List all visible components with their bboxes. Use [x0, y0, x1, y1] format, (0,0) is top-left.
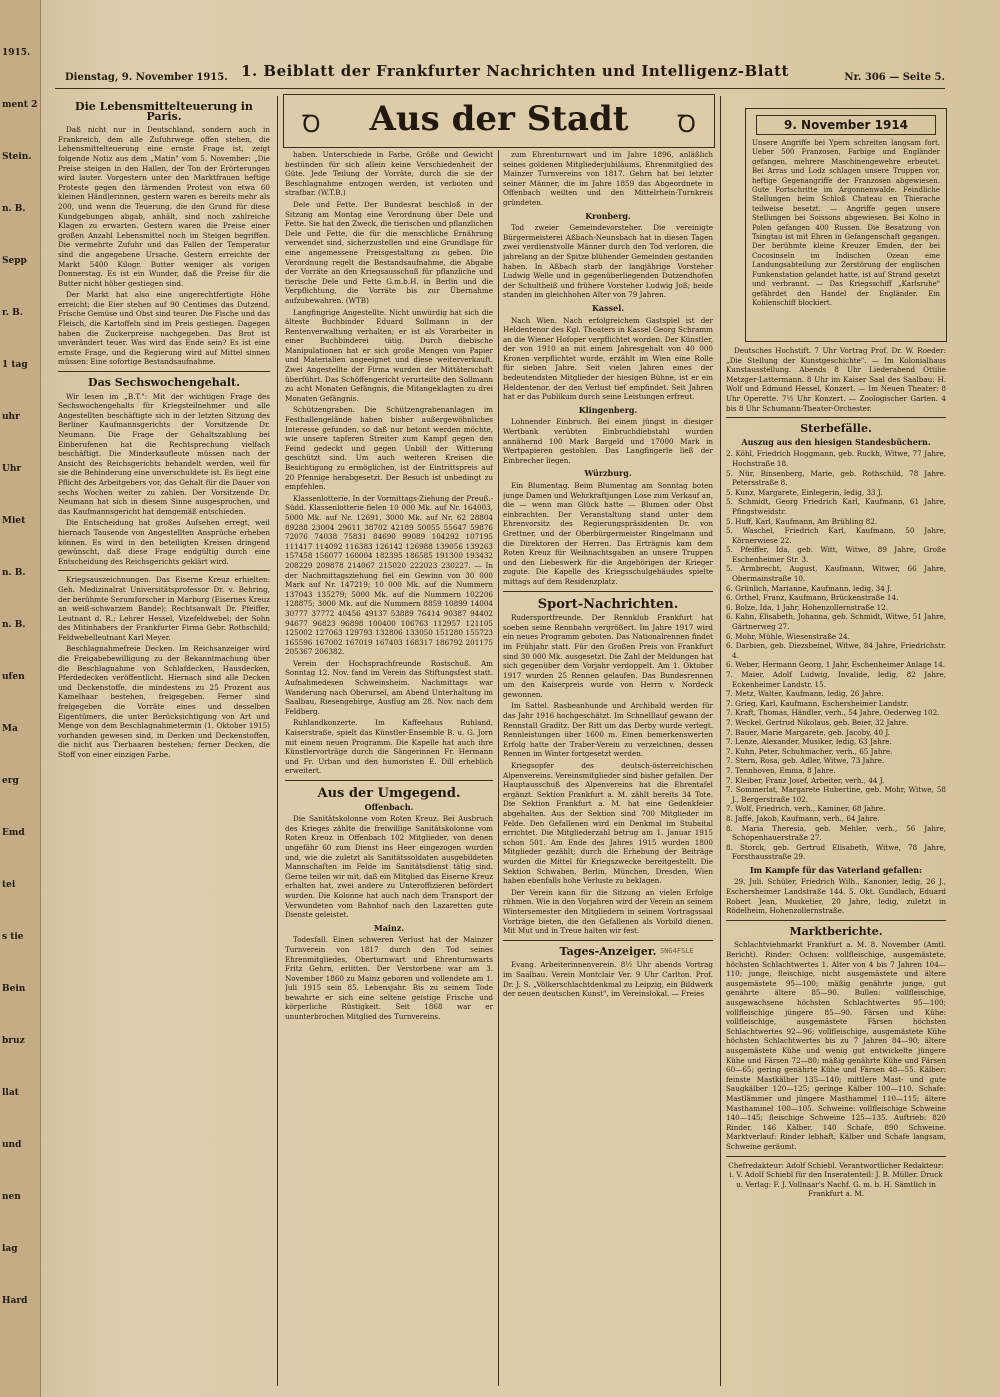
edge-text-fragment: Sepp — [2, 256, 27, 266]
edge-text-fragment: tei — [2, 880, 16, 890]
article-heading: Das Sechswochengehalt. — [88, 376, 240, 390]
column-rule — [498, 150, 499, 1386]
death-notice: 6. Bolze, Ida, 1 Jahr, Hohenzollernstraße 12. — [726, 602, 889, 612]
section-heading: Aus der Umgegend. — [317, 786, 461, 801]
place-heading: Mainz. — [373, 922, 405, 933]
edge-text-fragment: 1 tag — [2, 360, 28, 370]
edge-text-fragment: 1915. — [2, 48, 31, 58]
article-paragraph: Wir lesen im „B.T.": Mit der wichtigen Frage des Sechswochengehalts für Kriegsteilnehmer und alle Angestellten beschäftigte sich in der letzten Sitzung des Berliner Kaufmannsgerichts der Vorsitzende Dr. Neumann. Die Frage der Gehaltszahlung bei Einberufenen hat die Rechtsprechung vielfach beschäftigt. Die Minderkaufleute müssen nach der Ansicht des Reichsgerichts behandelt werden, weil für sie die Behinderung eine unverschuldete ist. Es liegt eine Pflicht des Arbeitgebers vor, das Gehalt für die Dauer von sechs Wochen weiter zu zahlen. Der Vorsitzende Dr. Neumann hat sich in diesem Sinne ausgesprochen, und das Kaufmannsgericht hat demgemäß entschieden. — [58, 391, 270, 516]
market-report: Schlachtviehmarkt Frankfurt a. M. 8. November (Amtl. Bericht). Rinder: Ochsen: vollfleischige, ausgemästete, höchsten Schlachtwertes 1. Alter von 4 bis 7 Jahren 104—110; junge, fleischige, nicht ausgemästete und ältere ausgemästete 95—100; mäßig genährte junge, gut genährte ältere 85—90. Bullen: vollfleischige, ausgewachsene höchsten Schlachtwertes 95—100; vollfleischige jüngere 85—90. Färsen und Kühe: vollfleischige, ausgemästete Färsen höchsten Schlachtwertes 92—96; vollfleischige, ausgemästete Kühe höchsten Schlachtwertes bis zu 7 Jahren 84—90; ältere ausgemästete Kühe und wenig gut entwickelte jüngere Kühe und Färsen 72—80; mäßig genährte Kühe und Färsen 60—65; gering genährte Kühe und Färsen 48—55. Kälber: feinste Mastkälber 135—140; mittlere Mast- und gute Saugkälber 120—125; geringe Kälber 100—110. Schafe: Mastlämmer und jüngere Masthammel 110—115; ältere Masthammel 100—105. Schweine: vollfleischige Schweine 140—145; fleischige Schweine 125—135. Auftrieb: 820 Rinder, 146 Kälber, 140 Schafe, 890 Schweine. Marktverlauf: Rinder lebhaft, Kälber und Schafe langsam, Schweine geräumt. — [726, 940, 946, 1151]
header-page-number: Nr. 306 — Seite 5. — [844, 72, 945, 83]
edge-text-fragment: n. B. — [2, 568, 26, 578]
stamp-mark: SNG4FSLE — [660, 947, 694, 955]
section-heading: Sterbefälle. — [800, 422, 872, 436]
death-notice: 5. Nür, Binsenberg, Marie, geb. Rothschild, 78 Jahre. Petersstraße 8. — [726, 468, 946, 488]
divider — [503, 940, 713, 941]
article-paragraph: Todesfall. Einen schweren Verlust hat der Mainzer Turnverein von 1817 durch den Tod seines Ehrenmitgliedes, Oberturnwart und Ehrenturnwarts Fritz Gehrn, erlitten. Der Verstorbene war am 3. November 1860 zu Mainz geboren und vollendete am 1. Juli 1915 sein 85. Lebensjahr. Bis zu seinem Tode bewahrte er sich eine seltene geistige Frische und körperliche Rüstigkeit. Seit 1868 war er ununterbrochen Mitglied des Turnvereins. — [285, 935, 493, 1022]
edge-text-fragment: lag — [2, 1244, 18, 1254]
article-paragraph: zum Ehrenturnwart und im Jahre 1896, anläßlich seines goldenen Mitgliederjubiläums, Ehrenmitglied des Mainzer Turnvereins von 1817. Gehrn hat bei letzter seiner Männer, die im Jahre 1859 das Abgeordnete in Offenbach weilten und den Mittelrhein-Turnkreis gründeten. — [503, 150, 713, 207]
section-heading: Tages-Anzeiger. — [559, 944, 657, 958]
header-date: Dienstag, 9. November 1915. — [65, 72, 228, 83]
ornament-left: Ꝺ — [302, 110, 321, 138]
article-paragraph: Lohnender Einbruch. Bei einem jüngst in diesiger Wertbank verübten Einbruchdiebstahl wurden annähernd 100 Mark Bargeld und 17000 Mark in Wertpapieren gestohlen. Das Langfingerle ließ der Einbrecher liegen. — [503, 417, 713, 465]
edge-text-fragment: Hard — [2, 1296, 28, 1306]
death-notice: 5. Schmidt, Georg Friedrich Karl, Kaufmann, 61 Jahre, Pfingstweidstr. — [726, 497, 946, 516]
article-paragraph: Verein der Hochsprachfreunde Rostschuß. Am Sonntag 12. Nov. fand im Verein das Stiftungsfest statt. Aufnahmedesen Schweinsheim. Nachmittags war Wanderung nach Oberursel, am Abend Unterhaltung im Saalbau, Riesengebirge, Ausflug am 28. Nov. nach dem Feldberg. — [285, 658, 493, 716]
death-notice: 6. Grünlich, Marianne, Kaufmann, ledig, 34 J. — [726, 583, 892, 593]
place-heading: Offenbach. — [364, 801, 414, 812]
section-heading: Sport-Nachrichten. — [537, 596, 679, 612]
death-notices — [726, 449, 946, 862]
article-paragraph: Dele und Fette. Der Bundesrat beschloß in der Sitzung am Montag eine Verordnung über Dele und Fette. Sie hat den Zweck, die tierischen und pflanzlichen Dele und Fette, die für die menschliche Ernährung verwendet sind, sicherzustellen und eine Grundlage für eine angemessene Preisgestaltung zu geben. Die Verordnung regelt die Bestandsaufnahme, die Abgabe der Vorräte an den Kriegsausschuß für pflanzliche und tierische Dele und Fette G.m.b.H. in Berlin und die Verpflichtung, die Vorräte bis zur Übernahme aufzubewahren. (WTB) — [285, 199, 493, 305]
death-notice: 2. Köhl, Friedrich Hoggmann, geb. Ruckh, Witwe, 77 Jahre, Hochstraße 18. — [726, 449, 946, 468]
subheading: Im Kampfe für das Vaterland gefallen: — [749, 864, 923, 875]
column-2 — [285, 150, 493, 1386]
edge-text-fragment: Bein — [2, 984, 26, 994]
death-notice: 7. Wolf, Friedrich, verh., Kaminer, 68 Jahre. — [726, 804, 886, 814]
column-rule — [277, 96, 278, 1386]
edge-text-fragment: nen — [2, 1192, 21, 1202]
death-notice: 8. Maria Theresia, geb. Mehler, verh., 56 Jahre, Schopenhauerstraße 27. — [726, 823, 946, 843]
page-header — [55, 62, 945, 89]
edge-text-fragment: ufen — [2, 672, 25, 682]
edge-text-fragment: erg — [2, 776, 19, 786]
death-notice: 5. Kunz, Margarete, Einlegerin, ledig, 33 J. — [726, 487, 883, 497]
edge-text-fragment: Uhr — [2, 464, 22, 474]
death-notice: 7. Kuhn, Peter, Schuhmacher, verh., 65 Jahre. — [726, 746, 893, 756]
death-notice: 7. Metz, Walter, Kaufmann, ledig, 26 Jahre. — [726, 689, 884, 699]
article-paragraph: Ruhlandkonzerte. Im Kaffeehaus Ruhland, Kaiserstraße, spielt das Künstler-Ensemble B. u. G. Jorn mit einem neuen Programm. Die Kapelle hat auch ihre Künstlervorträge durch die Sängerinnen Fr. Hermann und Fr. Urban und den humoristen E. Dill erheblich erweitert. — [285, 718, 493, 776]
death-notice: 6. Mohr, Mühle, Wiesenstraße 24. — [726, 631, 850, 641]
edge-text-fragment: uhr — [2, 412, 20, 422]
divider — [503, 591, 713, 592]
death-notice: 5. Armbrecht, August, Kaufmann, Witwer, 66 Jahre, Obermainstraße 10. — [726, 564, 946, 584]
article-heading: Die Lebensmittelteuerung in Paris. — [75, 100, 253, 123]
section-title: Aus der Stadt — [369, 99, 629, 139]
death-notice: 7. Weckel, Gertrud Nikolaus, geb. Beier, 32 Jahre. — [726, 717, 909, 727]
death-notice: 5. Waschel, Friedrich Karl, Kaufmann, 50 Jahre, Körnerwiese 22. — [726, 526, 946, 545]
edge-text-fragment: bruz — [2, 1036, 25, 1046]
column-rule — [720, 96, 721, 1386]
edge-text-fragment: s tie — [2, 932, 24, 942]
death-notice: 7. Maier, Adolf Ludwig, Invalide, ledig, 82 Jahre, Eckenheimer Landstr. 15. — [726, 670, 946, 689]
article-paragraph: haben. Unterschiede in Farbe, Größe und Gewicht bestünden für sich allein keine Verschiedenheit der Güte. Jede Teilung der Vorräte, durch die sie der Beschlagnahme entzogen werden, ist verboten und strafbar. (W.T.B.) — [285, 150, 493, 198]
death-notice: 5. Pfeiffer, Ida, geb. Witt, Witwe, 89 Jahre, Große Eschenheimer Str. 3. — [726, 545, 946, 564]
death-notice: 7. Grieg, Karl, Kaufmann, Eschersheimer Landstr. — [726, 698, 909, 708]
edge-text-fragment: ment 2 — [2, 100, 38, 110]
imprint: Chefredakteur: Adolf Schiebl. Verantwortlicher Redakteur: i. V. Adolf Schiebl für den Inseratenteil: J. B. Müller. Druck u. Verlag: F. J. Vollnaar's Nachf. G. m. b. H. Sämtlich in Frankfurt a. M. — [728, 1160, 944, 1199]
divider — [726, 1156, 946, 1157]
article-paragraph: Daß nicht nur in Deutschland, sondern auch in Frankreich, dem alle Zufuhrwege offen stehen, die Lebensmittelteuerung eine ernste Frage ist, zeigt folgende Notiz aus dem „Matin" vom 5. November: „Die Preise steigen in den Hallen, der Ton der Erörterungen wird lauter. Vorgestern unter den Marktfrauen heftige Proteste gegen den lärmenden Protest von etwa 60 kleinen Händlerinnen, gestern waren es bereits mehr als 200, und wenn die Teuerung, die den Grund für diese Kundgebungen abgab, anhält, sind noch zahlreiche Klagen zu erwarten. Gestern waren die Preise einer großen Anzahl Lebensmittel noch im Steigen begriffen. Die vermehrte Zufuhr und das Fallen der Temperatur sind die angegebene Ursache. Gestern erreichte der Markt 5400 Kilogr. Butter weniger als vorigen Donnerstag. Es ist ein Wunder, daß die Preise für die Butter nicht höher gestiegen sind. — [58, 125, 270, 288]
left-page-edge — [0, 0, 41, 1397]
death-notice: 7. Stern, Rosa, geb. Adler, Witwe, 73 Jahre. — [726, 756, 885, 766]
article-paragraph: Der Markt hat also eine ungerechtfertigte Höhe erreicht; die Eier stehen auf 90 Centimes das Dutzend. Frische Gemüse und Obst sind teurer. Die Fische und das Fleisch, die Kartoffeln sind im Preis gestiegen. Dagegen haben die Zuckerpreise nachgegeben. Das Brot ist unverändert teuer. Was wird das Ende sein? Es ist eine ernste Frage, und die Regierung wird auf Mittel sinnen müssen: Eine sofortige Bestandsaufnahme. — [58, 290, 270, 367]
article-paragraph: Im Sattel. Rasbeanhunde und Archibald werden für das Jahr 1916 hochgeschätzt. Im Schnelllauf gewann der Rennstall Graditz. Der Ritt um das Derby wurde verlegt. Rennleistungen über 1600 m. Einen bemerkenswerten Erfolg hatte der Traber-Verein zu verzeichnen, dessen Rennen im Winter fortgesetzt werden. — [503, 701, 713, 759]
article-paragraph: Nach Wien. Nach erfolgreichem Gastspiel ist der Heldentenor des Kgl. Theaters in Kassel Georg Schramm an die Wiener Hofoper verpflichtet worden. Der Künstler, der von 1910 an mit einem Jahresgehalt von 40 000 Kronen verpflichtet wurde, erzählt im Wien eine Rolle für sieben Jahre. Seit vielen Jahren eines der bedeutendsten Mitglieder der hiesigen Bühne, ist er ein Heldentenor, der den Verlust tief empfindet. Seit Jahren hat er das Publikum durch seine Leistungen erfreut. — [503, 315, 713, 402]
column-4 — [726, 346, 946, 1386]
ornament-right: Ꝺ — [677, 110, 696, 138]
edge-text-fragment: Stein. — [2, 152, 32, 162]
edge-text-fragment: r. B. — [2, 308, 23, 318]
article-paragraph: Rudersportfreunde. Der Rennklub Frankfurt hat soeben seine Rennbahn vergrößert. Im Jahre 1917 wird ein neues Programm geboten. Das Nationalrennen findet im Frühjahr statt. Für den Großen Preis von Frankfurt sind 30 000 Mk. ausgesetzt. Die Zahl der Meldungen hat sich gegenüber dem Vorjahr verdoppelt. Am 1. Oktober 1917 wurden 25 Rennen gelaufen. Das Bundesrennen um den Kaiserpreis wurde von Herrn v. Nordeck gewonnen. — [503, 613, 713, 699]
article-paragraph: Der Verein kann für die Sitzung an vielen Erfolge rühmen. Wie in den Vorjahren wird der Verein an seinem Wintersemester den Mitgliedern in seinem Vortragssaal Vorträge bieten, die den Gefallenen als Vorbild dienen. Mit Mut und in Treue halten wir fest. — [503, 887, 713, 936]
divider — [726, 920, 946, 921]
article-paragraph: Die Entscheidung hat großes Aufsehen erregt, weil hiernach Tausende von Angestellten Ansprüche erheben können. Es wird in den beteiligten Kreisen dringend gewünscht, daß diese Frage endgültig durch eine Entscheidung des Reichsgerichts geklärt wird. — [58, 518, 270, 566]
event-listing: Deutsches Hochstift. 7 Uhr Vortrag Prof. Dr. W. Roeder: „Die Stellung der Kunstgeschichte". — Im Kolonialhaus Kunstausstellung. Abends 8 Uhr Liederabend Ottilie Metzger-Lattermann. 8 Uhr im Kaiser Saal des Saalbau: H. Wolf und Edmund Hessel, Konzert. — Im Neuen Theater: 8 Uhr Operette. 7½ Uhr Konzert. — Zoologischer Garten. 4 bis 8 Uhr Schumann-Theater-Orchester. — [726, 346, 946, 413]
death-notice: 7. Bauer, Marie Margarete, geb. Jacoby, 40 J. — [726, 727, 890, 737]
divider — [285, 780, 493, 781]
divider — [58, 371, 270, 372]
death-notice: 7. Kleiber, Franz Josef, Arbeiter, verh., 44 J. — [726, 775, 885, 785]
article-paragraph: Tod zweier Gemeindevorsteher. Die vereinigte Bürgermeisterei Aßbach-Neunsbach hat in diesen Tagen zwei verdienstvolle Männer durch den Tod verloren, die jahrelang an der Spitze blühender Gemeinden gestanden haben. In Aßbach starb der langjährige Vorsteher Ludwig Welle und in gegenüberliegenden Dutzendhofen der Schultheiß und frühere Vorsteher Ludwig Joß; beide standen im gleichhohen Alter von 79 Jahren. — [503, 223, 713, 300]
fallen-list: 29. Juli. Schüler, Friedrich Wilh., Kanonier, ledig, 26 J., Eschersheimer Landstraße 144. 5. Okt. Gundlach, Eduard Robert Jean, Musketier, 20 Jahre, ledig, zuletzt in Rödelheim, Hohenzollernstraße. — [726, 877, 946, 916]
article-paragraph: Langfingrige Angestellte. Nicht unwürdig hat sich die älteste Buchbinder Eduard Sollmann in der Rentenverwaltung verhalten; er ist als Vorarbeiter in einer Buchbinderei tätig. Durch diebische Manipulationen hat er sich große Mengen von Papier und Materialien angeeignet und diese weiterverkauft. Zwei Angestellte der Firma wurden der Mittäterschaft überführt. Das Schöffengericht verurteilte den Sollmann zu acht Monaten Gefängnis, die Mitangeklagten zu drei Monaten Gefängnis. — [285, 307, 493, 403]
chronicle-text: Unsere Angriffe bei Ypern schreiten langsam fort. Ueber 500 Franzosen, Farbige und Engländer gefangen, mehrere Maschinengewehre erbeutet. Bei Arras und Lodz schlagen unsere Truppen vor, heftige Gegenangriffe der Franzosen abgewiesen. Gute Fortschritte im Argonnenwalde. Feindliche Stellungen beim Schloß Chateau en Thierache teilweise besetzt. — Angriffe gegen unsere Stellungen bei Soissons abgewiesen. Bei Kolno in Polen gefangen 400 Russen. Die Besatzung von Tsingtau ist mit Ehren in Gefangenschaft gegangen. Der berühmte kleine Kreuzer Emden, der bei Cocosinseln im Indischen Ozean eine Landungsabteilung zur Zerstörung der englischen Funkenstation gelandet hatte, ist auf Strand gesetzt und verbrannt. — Das Kriegsschiff „Karlsruhe" gefährdet den Handel der Engländer. Ein Kohlenschiff blockiert. — [752, 139, 940, 307]
article-paragraph: Kriegsopfer des deutsch-österreichischen Alpenvereins. Vereinsmitglieder sind bisher gefallen. Der Hauptausschuß des Alpenvereins hat die Ehrentafel ergänzt. Sektion Frankfurt a. M. zählt bereits 34 Tote. Die Sektion Frankfurt a. M. hat eine Gedenkfeier abgehalten. Aus der Sektion sind 700 Mitglieder im Felde. Den Gefallenen wird ein Denkmal im Stubaital errichtet. Die Mitgliederzahl betrug am 1. Januar 1915 schon 501. Am Ende des Jahres 1915 wurden 1800 Mitglieder gezählt; durch die Erhebung der Beiträge wurden die Mittel für Kriegszwecke bereitgestellt. Die Sektion Schwaben, Berlin, München, Dresden, Wien haben ebenfalls hohe Verluste zu beklagen. — [503, 761, 713, 886]
death-notice: 8. Jaffé, Jakob, Kaufmann, verh., 64 Jahre. — [726, 813, 880, 823]
death-notice: 6. Orthel, Franz, Kaufmann, Brückenstraße 14. — [726, 593, 899, 603]
article-paragraph: Ein Blumentag. Beim Blumentag am Sonntag boten junge Damen und Wehrkraftjungen Lose zum Verkauf an, die — wenn man Glück hatte — Blumen oder Obst einbrachten. Der Veranstaltung stand unter dem Ehrenvorsitz des Regierungspräsidenten Dr. von Grettner, und der Oberbürgermeister Ringelmann und die Direktoren der Herren. Das Erträgnis kam dem Roten Kreuz für Weihnachtsgaben an unsere Truppen und den Liebeswerk für die Angehörigen der Krieger zugute. Die Kapelle des Kriegsschulgebäudes spielte mittags auf dem Residenzplatz. — [503, 481, 713, 586]
war-chronicle-box — [745, 108, 947, 342]
subheading: Auszug aus den hiesigen Standesbüchern. — [741, 436, 931, 447]
column-1 — [58, 96, 270, 1386]
edge-text-fragment: n. B. — [2, 620, 26, 630]
place-heading: Kassel. — [591, 302, 625, 313]
divider — [726, 417, 946, 418]
death-notice: 6. Weber, Hermann Georg, 1 Jahr, Eschenheimer Anlage 14. — [726, 660, 946, 670]
article-paragraph: Beschlagnahmefreie Decken. Im Reichsanzeiger wird die Freigabebewilligung zu der Bekanntmachung über die Beschlagnahme von Schlafdecken, Hausdecken, Pferdedecken veröffentlicht. Hiernach sind alle Decken und Deckenstoffe, die mindestens zu 25 Prozent aus Kamelhaar bestehen, freigegeben. Ferner sind freigegeben die Vorräte eines und desselben Eigentümers, die unter Berücksichtigung von Art und Menge von dem Beschlagnahmetermin (1. Oktober 1915) vorhanden gewesen sind, in Decken und Deckenstoffen, die nicht aus Tierhaaren bestehen; ferner Decken, die Stoff von einer einzigen Farbe. — [58, 644, 270, 759]
article-paragraph: Klassenlotterie. In der Vormittags-Ziehung der Preuß.-Südd. Klassenlotterie fielen 10 000 Mk. auf Nr. 164003, 5000 Mk. auf Nr. 12691, 3000 Mk. auf Nr. 62 28804 89288 23004 29611 38702 42189 50055 55647 59876 72076 74038 75831 84690 99089 104292 107195 111417 114092 116383 126142 126988 139056 139263 157458 156077 160004 182395 186585 191300 193432 208229 209878 214067 215020 222023 230227. — In der Nachmittagsziehung fiel ein Gewinn von 30 000 Mark auf Nr. 147219; 10 000 Mk. auf die Nummern 137043 135279; 5000 Mk. auf die Nummern 102206 128875; 3000 Mk. auf die Nummern 8859 10899 14004 30777 37772 40456 49137 53889 76414 90387 94402 94677 96823 96898 100400 106763 112957 121105 125002 127063 129793 132806 133050 151280 155723 165596 167002 167019 167403 168317 186792 201175 205367 206382. — [285, 493, 493, 657]
article-paragraph: Evang. Arbeiterinnenverein. 8½ Uhr abends Vortrag im Saalbau. Verein Montclair Ver. 9 Uhr Carlton. Prof. Dr. J. S. „Völkerschlachtdenkmal zu Leipzig, ein Bildwerk der neuen deutschen Kunst", im Vereinslokal. — Freies — [503, 960, 713, 999]
death-notice: 7. Tennhoven, Emma, 8 Jahre. — [726, 765, 836, 775]
section-masthead — [283, 94, 715, 148]
place-heading: Würzburg. — [584, 468, 632, 479]
edge-text-fragment: Miet — [2, 516, 26, 526]
death-notice: 7. Sommerlat, Margarete Hubertine, geb. Mohr, Witwe, 58 J., Bergerstraße 102. — [726, 785, 946, 804]
death-notice: 6. Kahn, Elisabeth, Johanna, geb. Schmidt, Witwe, 51 Jahre, Gärtnerweg 27. — [726, 612, 946, 632]
place-heading: Klingenberg. — [578, 404, 638, 415]
chronicle-date: 9. November 1914 — [756, 115, 936, 135]
column-3 — [503, 150, 713, 1386]
edge-text-fragment: Emd — [2, 828, 25, 838]
death-notice: 7. Lenze, Alexander, Musiker, ledig, 63 Jahre. — [726, 737, 892, 747]
header-title: 1. Beiblatt der Frankfurter Nachrichten und Intelligenz-Blatt — [241, 62, 789, 80]
article-paragraph: Schützengraben. Die Schützengrabenanlagen im Festhallengelände haben bisher außergewöhnliches Interesse gefunden, so daß nur betont werden möchte, wie unsere tapferen Streiter zum Kampf gegen den Feind gedeckt und gegen Unbill der Witterung geschützt sind. Um auch weiteren Kreisen die Besichtigung zu ermöglichen, ist der Eintrittspreis auf 20 Pfennige herabgesetzt. Der Besuch ist unbedingt zu empfehlen. — [285, 405, 493, 492]
place-heading: Kronberg. — [585, 210, 631, 221]
edge-text-fragment: llat — [2, 1088, 19, 1098]
section-heading: Marktberichte. — [789, 924, 883, 938]
death-notice: 6. Darbien, geb. Diezsbeinel, Witwe, 84 Jahre, Friedrichstr. 4. — [726, 641, 946, 660]
divider — [58, 570, 270, 571]
edge-text-fragment: Ma — [2, 724, 18, 734]
death-notice: 5. Huff, Karl, Kaufmann, Am Brühling 82. — [726, 516, 878, 526]
article-paragraph: Die Sanitätskolonne vom Roten Kreuz. Bei Ausbruch des Krieges zählte die freiwillige Sanitätskolonne vom Roten Kreuz in Offenbach 102 Mitglieder, von denen ungefähr 60 zum Dienst ins Heer eingezogen wurden und, wie die zuletzt als Sanitätssoldaten ausgebildeten Mannschaften im Felde im Sanitätsdienst tätig sind. Gerne teilen wir mit, daß ein Mitglied das Eiserne Kreuz erhalten hat, zwei andere zu Unteroffizieren befördert wurden. Die Kolonne hat auch nach dem Transport der Verwundeten vom Bahnhof nach den Lazaretten gute Dienste geleistet. — [285, 814, 493, 920]
edge-text-fragment: und — [2, 1140, 22, 1150]
death-notice: 8. Storck, geb. Gertrud Elisabeth, Witwe, 78 Jahre, Forsthausstraße 29. — [726, 842, 946, 862]
death-notice: 7. Kraft, Thomas, Händler, verh., 54 Jahre, Oederweg 102. — [726, 708, 940, 718]
article-paragraph: Kriegsauszeichnungen. Das Eiserne Kreuz erhielten: Geh. Medizinalrat Universitätsprofessor Dr. v. Behring, der berühmte Serumforscher in Marburg (Eisernes Kreuz an weiß-schwarzem Bande); Rechtsanwalt Dr. Pfeiffer, Leutnant d. R.; Lehrer Hessel, Vizefeldwebel; der Sohn des Mitinhabers der Frankfurter Firma Gebr. Rothschild; Feldwebelleutnant Karl Meyer. — [58, 575, 270, 642]
edge-text-fragment: n. B. — [2, 204, 26, 214]
